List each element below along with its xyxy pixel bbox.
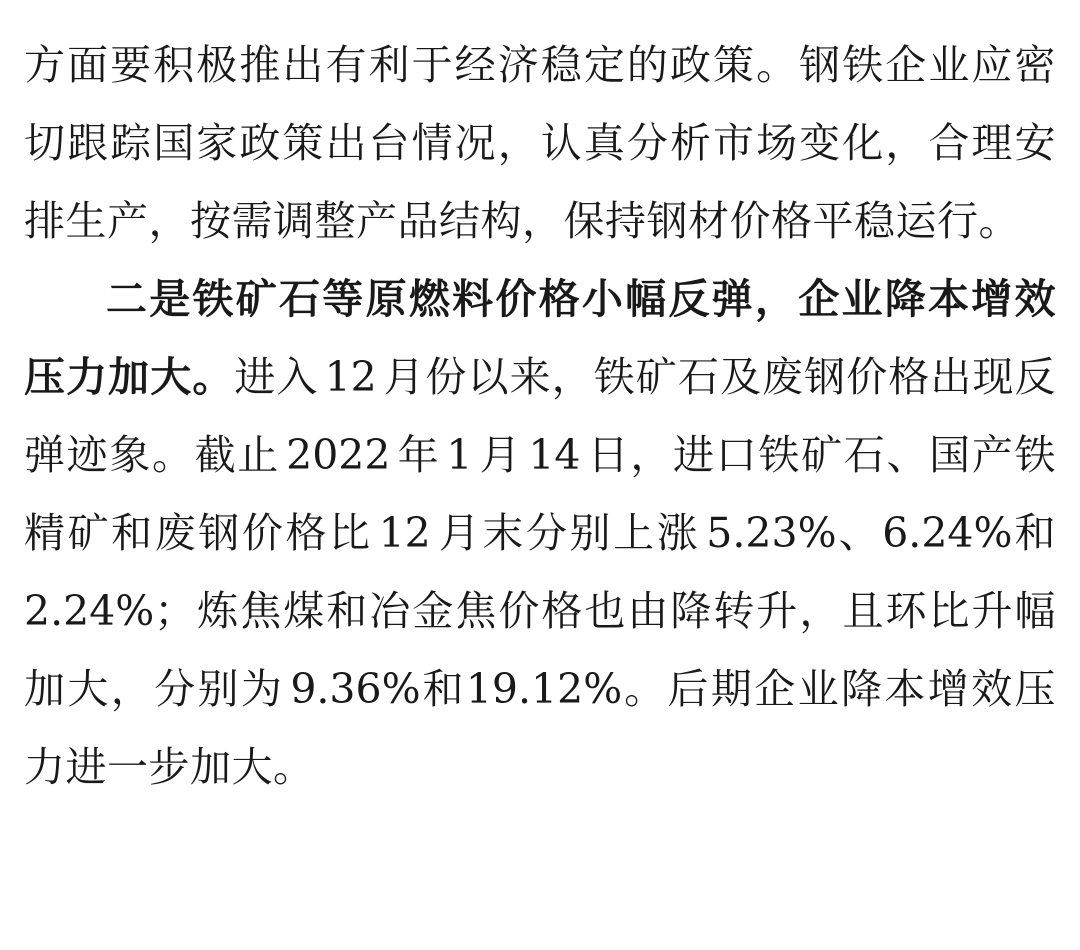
number-month-12b: 12 [378,509,431,557]
number-month-1: 1 [446,431,473,479]
text-segment-5: 日，进口铁矿石、国产铁精矿和废钢价格比 [24,431,1057,557]
number-pct-936: 9.36% [290,665,421,713]
text-segment-3: 年 [396,431,441,479]
paragraph-highlight [24,260,1056,806]
text-segment-7: 、 [836,509,883,557]
text-segment-2: 月份以来，铁矿石及废钢价格出现反弹迹象。截止 [24,353,1057,479]
number-pct-523: 5.23% [706,509,837,557]
number-year-2022: 2022 [286,431,391,479]
number-pct-624: 6.24% [882,509,1013,557]
number-pct-1912: 19.12% [465,665,623,713]
number-month-12a: 12 [324,353,377,401]
text-segment-11: 。后期企业降本增效压力进一步加大。 [24,665,1057,791]
text-segment-10: 和 [420,665,466,713]
text-segment-8: 和 [1012,509,1057,557]
text-segment-1: 进入 [234,353,319,401]
number-day-14: 14 [528,431,581,479]
text-segment-9: ；炼焦煤和冶金焦价格也由降转升，且环比升幅加大，分别为 [24,587,1056,713]
text-segment-4: 月 [478,431,523,479]
text-segment-6: 月末分别上涨 [436,509,701,557]
paragraph-lead-bold: 二是铁矿石等原燃料价格小幅反弹，企业降本增效压力加大。 [24,275,1056,401]
paragraph-body: 方面要积极推出有利于经济稳定的政策。钢铁企业应密切跟踪国家政策出台情况，认真分析市场变化，合理安排生产，按需调整产品结构，保持钢材价格平稳运行。 [24,41,1056,245]
number-pct-224: 2.24% [24,587,155,635]
